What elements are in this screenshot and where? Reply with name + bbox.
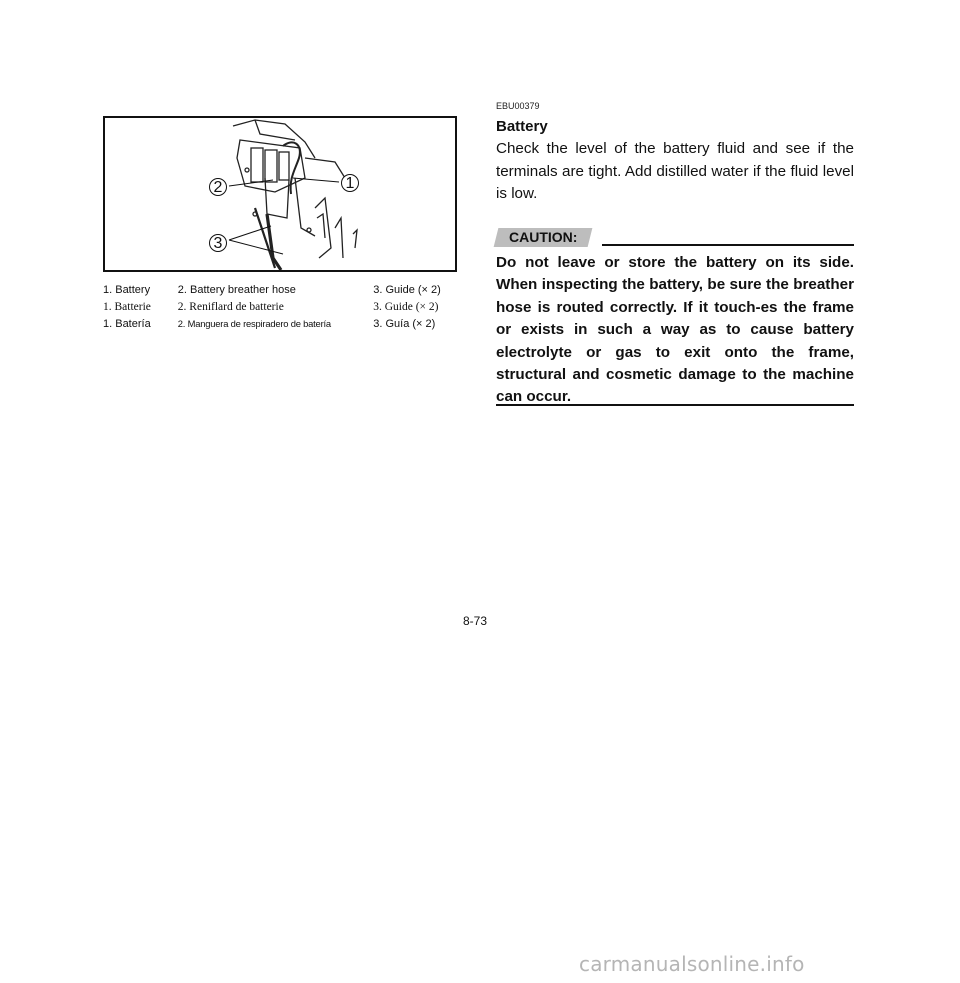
caution-rule <box>602 244 854 246</box>
caption-item-1: 1. Batterie <box>103 300 151 313</box>
watermark: carmanualsonline.info <box>579 952 805 976</box>
caption-item-1: 1. Batería <box>103 317 151 330</box>
battery-diagram-drawing <box>105 118 455 270</box>
caption-item-2: 2. Reniflard de batterie <box>177 300 284 313</box>
caption-row-french <box>103 298 463 315</box>
caption-item-2: 2. Manguera de respiradero de batería <box>177 318 331 329</box>
caption-row-english <box>103 281 463 298</box>
caution-end-rule <box>496 404 854 406</box>
caution-text: Do not leave or store the battery on its side. When inspecting the battery, be sure the breather hose is routed correctly. If it touch-es the frame or exists in such a way as to cause battery electrolyte or gas to exit onto the frame, structural and cosmetic damage to the machine can occur. <box>496 254 854 406</box>
page-number: 8-73 <box>463 614 488 628</box>
caption-item-3: 3. Guide (× 2) <box>373 283 441 296</box>
callout-1: 1 <box>341 174 359 192</box>
section-title: Battery <box>496 118 548 135</box>
section-code: EBU00379 <box>496 101 540 111</box>
battery-illustration <box>103 116 457 272</box>
section-body: Check the level of the battery fluid and see if the terminals are tight. Add distilled water if the fluid level is low. <box>496 140 854 202</box>
caption-item-3: 3. Guide (× 2) <box>373 300 439 313</box>
caption-item-3: 3. Guía (× 2) <box>373 317 436 330</box>
caption-item-2: 2. Battery breather hose <box>177 283 296 296</box>
callout-2: 2 <box>209 178 227 196</box>
caution-label: CAUTION: <box>508 229 578 245</box>
caption-item-1: 1. Battery <box>103 283 151 296</box>
figure-captions <box>103 281 463 332</box>
caption-row-spanish <box>103 315 463 332</box>
caution-header <box>496 228 854 248</box>
caution-badge <box>494 228 593 247</box>
callout-3: 3 <box>209 234 227 252</box>
